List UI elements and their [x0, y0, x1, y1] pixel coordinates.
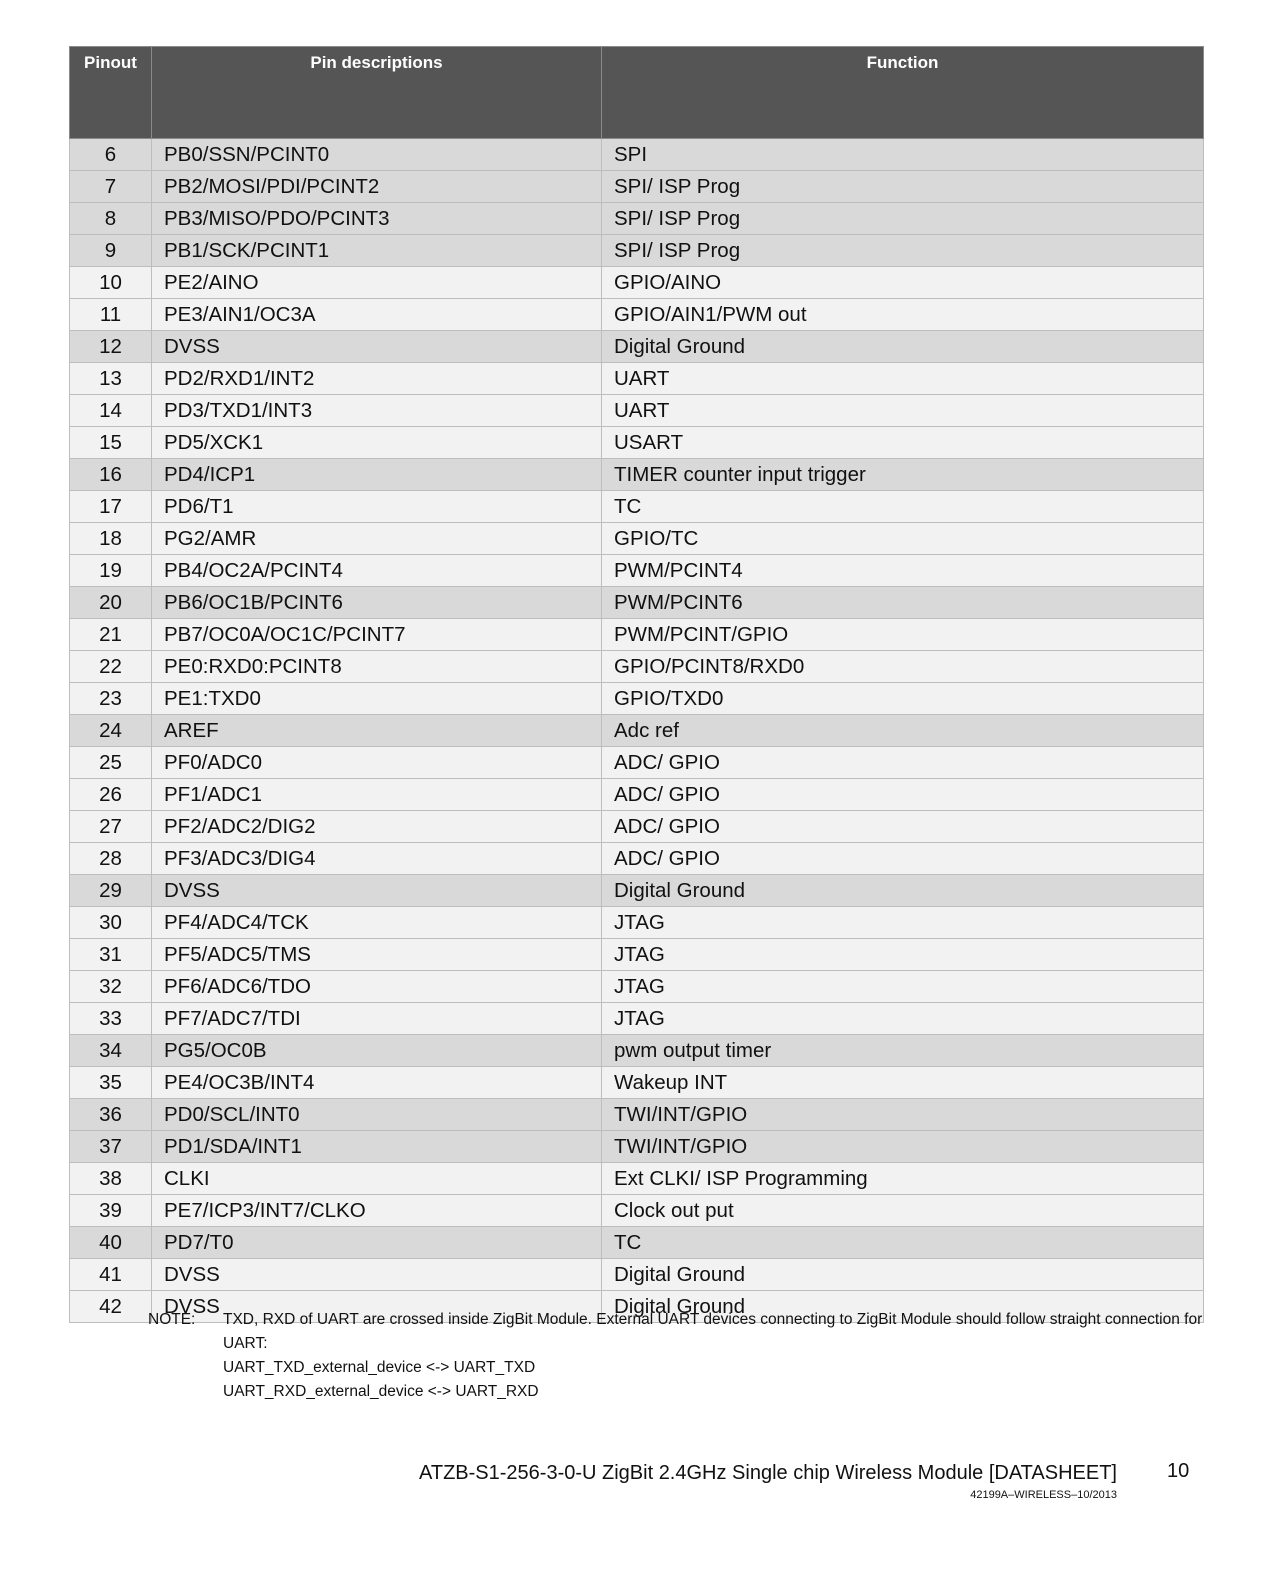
- pin-number-cell: 13: [70, 363, 152, 395]
- table-row: [70, 139, 1204, 171]
- table-row: [70, 779, 1204, 811]
- pin-function-cell: GPIO/AINO: [602, 267, 1204, 299]
- pin-number-cell: 15: [70, 427, 152, 459]
- pin-number-cell: 28: [70, 843, 152, 875]
- pin-number-cell: 24: [70, 715, 152, 747]
- pin-description-cell: PB7/OC0A/OC1C/PCINT7: [152, 619, 602, 651]
- pin-description-cell: PF6/ADC6/TDO: [152, 971, 602, 1003]
- pin-number-cell: 25: [70, 747, 152, 779]
- pin-function-cell: GPIO/AIN1/PWM out: [602, 299, 1204, 331]
- pin-description-cell: PF3/ADC3/DIG4: [152, 843, 602, 875]
- pin-description-cell: DVSS: [152, 1259, 602, 1291]
- pin-description-cell: PD4/ICP1: [152, 459, 602, 491]
- pin-description-cell: PE3/AIN1/OC3A: [152, 299, 602, 331]
- table-row: [70, 1195, 1204, 1227]
- pin-description-cell: PB6/OC1B/PCINT6: [152, 587, 602, 619]
- pin-number-cell: 23: [70, 683, 152, 715]
- table-row: [70, 235, 1204, 267]
- pin-description-cell: PD6/T1: [152, 491, 602, 523]
- table-header-row: [70, 47, 1204, 139]
- pin-number-cell: 41: [70, 1259, 152, 1291]
- table-row: [70, 971, 1204, 1003]
- table-row: [70, 1131, 1204, 1163]
- pin-description-cell: PF7/ADC7/TDI: [152, 1003, 602, 1035]
- pin-number-cell: 10: [70, 267, 152, 299]
- table-row: [70, 491, 1204, 523]
- pin-number-cell: 12: [70, 331, 152, 363]
- pin-function-cell: SPI: [602, 139, 1204, 171]
- table-row: [70, 1067, 1204, 1099]
- pin-number-cell: 7: [70, 171, 152, 203]
- table-row: [70, 555, 1204, 587]
- table-row: [70, 875, 1204, 907]
- pin-number-cell: 34: [70, 1035, 152, 1067]
- pin-function-cell: UART: [602, 395, 1204, 427]
- table-row: [70, 203, 1204, 235]
- pin-function-cell: ADC/ GPIO: [602, 811, 1204, 843]
- pin-number-cell: 22: [70, 651, 152, 683]
- pin-description-cell: PG2/AMR: [152, 523, 602, 555]
- pin-description-cell: PB3/MISO/PDO/PCINT3: [152, 203, 602, 235]
- pin-number-cell: 19: [70, 555, 152, 587]
- pin-description-cell: PD0/SCL/INT0: [152, 1099, 602, 1131]
- table-row: [70, 843, 1204, 875]
- pin-function-cell: SPI/ ISP Prog: [602, 203, 1204, 235]
- pin-number-cell: 16: [70, 459, 152, 491]
- pin-number-cell: 9: [70, 235, 152, 267]
- table-row: [70, 523, 1204, 555]
- pin-number-cell: 42: [70, 1291, 152, 1323]
- pin-description-cell: PE2/AINO: [152, 267, 602, 299]
- pin-description-cell: PB2/MOSI/PDI/PCINT2: [152, 171, 602, 203]
- pin-function-cell: Digital Ground: [602, 331, 1204, 363]
- table-row: [70, 619, 1204, 651]
- pin-number-cell: 31: [70, 939, 152, 971]
- table-row: [70, 331, 1204, 363]
- pin-description-cell: PF4/ADC4/TCK: [152, 907, 602, 939]
- table-row: [70, 395, 1204, 427]
- table-row: [70, 651, 1204, 683]
- pin-description-cell: PB0/SSN/PCINT0: [152, 139, 602, 171]
- pin-function-cell: JTAG: [602, 907, 1204, 939]
- pin-function-cell: ADC/ GPIO: [602, 747, 1204, 779]
- pin-description-cell: PE0:RXD0:PCINT8: [152, 651, 602, 683]
- pin-function-cell: JTAG: [602, 939, 1204, 971]
- pin-function-cell: SPI/ ISP Prog: [602, 235, 1204, 267]
- pin-number-cell: 20: [70, 587, 152, 619]
- table-row: [70, 587, 1204, 619]
- pin-number-cell: 38: [70, 1163, 152, 1195]
- pin-function-cell: GPIO/TXD0: [602, 683, 1204, 715]
- table-row: [70, 363, 1204, 395]
- pin-function-cell: ADC/ GPIO: [602, 779, 1204, 811]
- pin-description-cell: AREF: [152, 715, 602, 747]
- pin-function-cell: JTAG: [602, 1003, 1204, 1035]
- pin-number-cell: 29: [70, 875, 152, 907]
- pin-description-cell: PG5/OC0B: [152, 1035, 602, 1067]
- table-row: [70, 939, 1204, 971]
- note-line: TXD, RXD of UART are crossed inside ZigBit Module. External UART devices connecting to ZigBit Module should follow straight connection for UART:: [223, 1311, 1203, 1352]
- note-line: UART_TXD_external_device <-> UART_TXD: [223, 1359, 536, 1376]
- pin-function-cell: Wakeup INT: [602, 1067, 1204, 1099]
- pin-description-cell: PD3/TXD1/INT3: [152, 395, 602, 427]
- pin-function-cell: Digital Ground: [602, 1259, 1204, 1291]
- pin-description-cell: PD7/T0: [152, 1227, 602, 1259]
- table-row: [70, 299, 1204, 331]
- pin-description-cell: PE4/OC3B/INT4: [152, 1067, 602, 1099]
- table-row: [70, 1099, 1204, 1131]
- pin-description-cell: DVSS: [152, 1291, 602, 1323]
- pin-function-cell: Ext CLKI/ ISP Programming: [602, 1163, 1204, 1195]
- table-row: [70, 171, 1204, 203]
- table-row: [70, 907, 1204, 939]
- pin-number-cell: 35: [70, 1067, 152, 1099]
- pin-number-cell: 36: [70, 1099, 152, 1131]
- pin-function-cell: USART: [602, 427, 1204, 459]
- pin-number-cell: 27: [70, 811, 152, 843]
- pin-number-cell: 17: [70, 491, 152, 523]
- pin-function-cell: JTAG: [602, 971, 1204, 1003]
- note-label: NOTE:: [148, 1311, 196, 1328]
- pin-description-cell: PF2/ADC2/DIG2: [152, 811, 602, 843]
- pin-number-cell: 18: [70, 523, 152, 555]
- pin-number-cell: 30: [70, 907, 152, 939]
- table-row: [70, 1259, 1204, 1291]
- table-row: [70, 811, 1204, 843]
- pin-description-cell: PF1/ADC1: [152, 779, 602, 811]
- header-function: Function: [602, 47, 1204, 139]
- pin-number-cell: 14: [70, 395, 152, 427]
- pin-description-cell: DVSS: [152, 875, 602, 907]
- pin-function-cell: Digital Ground: [602, 875, 1204, 907]
- pin-number-cell: 33: [70, 1003, 152, 1035]
- pin-description-cell: PE1:TXD0: [152, 683, 602, 715]
- pin-description-cell: PD1/SDA/INT1: [152, 1131, 602, 1163]
- pin-function-cell: ADC/ GPIO: [602, 843, 1204, 875]
- pin-number-cell: 37: [70, 1131, 152, 1163]
- pin-description-cell: PE7/ICP3/INT7/CLKO: [152, 1195, 602, 1227]
- pin-number-cell: 40: [70, 1227, 152, 1259]
- pin-function-cell: UART: [602, 363, 1204, 395]
- pin-description-cell: PB4/OC2A/PCINT4: [152, 555, 602, 587]
- table-row: [70, 1003, 1204, 1035]
- pin-function-cell: Digital Ground: [602, 1291, 1204, 1323]
- pin-description-cell: PB1/SCK/PCINT1: [152, 235, 602, 267]
- pin-function-cell: TIMER counter input trigger: [602, 459, 1204, 491]
- footer-page-number: 10: [1167, 1460, 1190, 1482]
- table-row: [70, 1035, 1204, 1067]
- pin-function-cell: TWI/INT/GPIO: [602, 1131, 1204, 1163]
- pin-function-cell: Adc ref: [602, 715, 1204, 747]
- table-body: [70, 139, 1204, 1323]
- pin-number-cell: 8: [70, 203, 152, 235]
- footer-document-code: 42199A–WIRELESS–10/2013: [970, 1489, 1117, 1501]
- table-row: [70, 459, 1204, 491]
- note-body: [223, 1308, 1203, 1404]
- table-row: [70, 715, 1204, 747]
- table-row: [70, 427, 1204, 459]
- pin-function-cell: SPI/ ISP Prog: [602, 171, 1204, 203]
- pin-description-cell: PF5/ADC5/TMS: [152, 939, 602, 971]
- pin-function-cell: GPIO/TC: [602, 523, 1204, 555]
- pinout-table: [69, 46, 1204, 1323]
- pin-description-cell: PD5/XCK1: [152, 427, 602, 459]
- pin-number-cell: 39: [70, 1195, 152, 1227]
- pin-function-cell: Clock out put: [602, 1195, 1204, 1227]
- header-pin-descriptions: Pin descriptions: [152, 47, 602, 139]
- pin-description-cell: PF0/ADC0: [152, 747, 602, 779]
- pin-function-cell: PWM/PCINT6: [602, 587, 1204, 619]
- table-row: [70, 1227, 1204, 1259]
- pin-function-cell: TWI/INT/GPIO: [602, 1099, 1204, 1131]
- pin-number-cell: 32: [70, 971, 152, 1003]
- footer-document-title: ATZB-S1-256-3-0-U ZigBit 2.4GHz Single chip Wireless Module [DATASHEET]: [419, 1462, 1117, 1484]
- pin-function-cell: TC: [602, 491, 1204, 523]
- pin-description-cell: DVSS: [152, 331, 602, 363]
- pin-function-cell: TC: [602, 1227, 1204, 1259]
- table-row: [70, 747, 1204, 779]
- pin-function-cell: PWM/PCINT/GPIO: [602, 619, 1204, 651]
- header-pinout: Pinout: [70, 47, 152, 139]
- pin-function-cell: GPIO/PCINT8/RXD0: [602, 651, 1204, 683]
- table-row: [70, 267, 1204, 299]
- pin-number-cell: 26: [70, 779, 152, 811]
- pin-description-cell: CLKI: [152, 1163, 602, 1195]
- pin-number-cell: 21: [70, 619, 152, 651]
- table-row: [70, 683, 1204, 715]
- pin-number-cell: 6: [70, 139, 152, 171]
- table-row: [70, 1163, 1204, 1195]
- note-line: UART_RXD_external_device <-> UART_RXD: [223, 1383, 539, 1400]
- pin-function-cell: pwm output timer: [602, 1035, 1204, 1067]
- pin-number-cell: 11: [70, 299, 152, 331]
- pin-description-cell: PD2/RXD1/INT2: [152, 363, 602, 395]
- pin-function-cell: PWM/PCINT4: [602, 555, 1204, 587]
